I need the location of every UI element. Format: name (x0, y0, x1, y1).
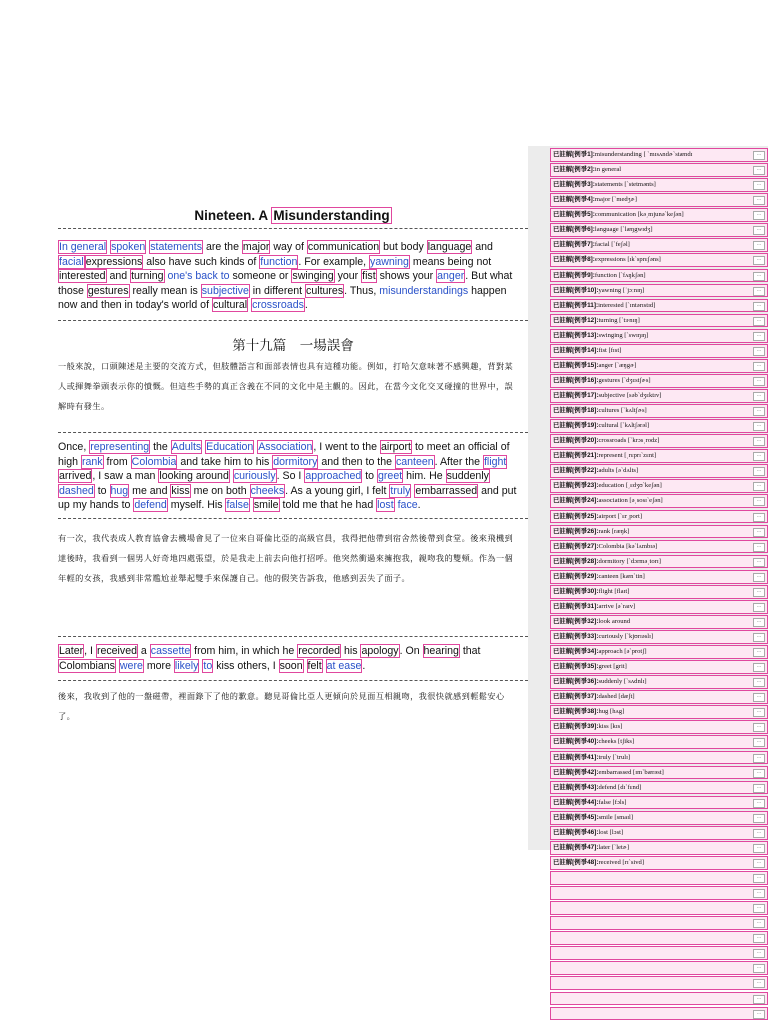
comment-balloon[interactable] (550, 976, 768, 990)
comment-text: look around (598, 617, 631, 625)
comment-tag: 已註解[例爭10]: (553, 286, 599, 294)
divider (58, 432, 528, 433)
comment-tag: 已註解[例爭29]: (553, 572, 599, 580)
expand-comment-button[interactable]: ... (753, 392, 765, 401)
expand-comment-button[interactable]: ... (753, 196, 765, 205)
expand-comment-button[interactable]: ... (753, 814, 765, 823)
comment-balloon[interactable] (550, 751, 768, 765)
comment-balloon[interactable] (550, 540, 768, 554)
comment-text: subjective [səbˋdʒɛktɪv] (598, 392, 662, 399)
annotated-word[interactable]: facial (59, 255, 84, 268)
comment-tag: 已註解[例爭24]: (553, 497, 599, 505)
annotated-word[interactable]: Colombia (131, 455, 177, 468)
comment-balloon[interactable] (550, 359, 768, 373)
comment-tag: 已註解[例爭34]: (553, 648, 599, 656)
expand-comment-button[interactable]: ... (753, 1010, 765, 1019)
comment-balloon[interactable] (550, 871, 768, 885)
annotated-word[interactable]: recorded (298, 645, 341, 657)
comment-tag: 已註解[例爭2]: (553, 166, 595, 174)
annotated-word[interactable]: dashed (59, 484, 94, 497)
expand-comment-button[interactable]: ... (753, 904, 765, 913)
expand-comment-button[interactable]: ... (753, 588, 765, 597)
divider (58, 320, 528, 321)
comment-balloon[interactable] (550, 826, 768, 840)
comment-balloon[interactable] (550, 720, 768, 734)
comment-text: in general (594, 166, 622, 174)
comment-balloon[interactable] (550, 615, 768, 629)
expand-comment-button[interactable]: ... (753, 663, 765, 672)
comment-tag: 已註解[例爭33]: (553, 633, 599, 640)
comment-text: yawning [ˈjɔːnɪŋ] (598, 286, 645, 294)
comment-tag: 已註解[例爭27]: (553, 542, 599, 550)
annotated-word[interactable]: rank (81, 455, 103, 468)
comment-balloon[interactable] (550, 223, 768, 237)
divider (58, 518, 528, 519)
comment-balloon[interactable] (550, 901, 768, 915)
comment-tag: 已註解[例爭41]: (553, 753, 599, 761)
comment-balloon[interactable] (550, 374, 768, 388)
annotated-word[interactable]: representing (90, 441, 150, 453)
annotated-word[interactable]: cultural (212, 299, 248, 312)
comment-tag: 已註解[例爭30]: (553, 587, 599, 595)
comment-text: adults [əˋdʌlts] (598, 467, 639, 475)
expand-comment-button[interactable]: ... (753, 618, 765, 627)
annotated-word[interactable]: Education (206, 441, 254, 453)
comment-tag: 已註解[例爭13]: (553, 331, 599, 339)
expand-comment-button[interactable]: ... (753, 844, 765, 853)
comment-text: statements [ˋstetmənts] (594, 181, 656, 189)
comment-tag: 已註解[例爭35]: (553, 663, 599, 671)
comment-balloon[interactable] (550, 148, 768, 162)
annotated-word[interactable]: kiss (171, 484, 190, 497)
comment-tag: 已註解[例爭46]: (553, 828, 599, 836)
expand-comment-button[interactable]: ... (753, 558, 765, 567)
expand-comment-button[interactable]: ... (753, 287, 765, 296)
annotated-word[interactable]: In general (59, 241, 107, 253)
annotated-word[interactable]: fist (362, 270, 376, 283)
annotated-word[interactable]: greet (378, 470, 403, 483)
comment-balloon[interactable] (550, 329, 768, 343)
comment-tag: 已註解[例爭9]: (553, 271, 595, 279)
comment-tag: 已註解[例爭28]: (553, 557, 599, 565)
annotated-word[interactable]: spoken (111, 241, 146, 253)
expand-comment-button[interactable]: ... (753, 166, 765, 175)
expand-comment-button[interactable]: ... (753, 648, 765, 657)
comment-text: hug [hʌg] (598, 708, 625, 716)
paragraph-1: In general spoken statements are the major way of communication but body language and facial expressions also have such kinds of function. For example, yawning means being not interested and turning one's back to someone or swinging your fist shows your anger. But what those gestures really mean is subjective in different cultures. Thus, misunderstandings happen now and then in today's world of cultural crossroads. (58, 241, 513, 312)
comment-tag: 已註解[例爭5]: (553, 211, 595, 219)
expand-comment-button[interactable]: ... (753, 964, 765, 973)
comment-text: rank [ræŋk] (598, 527, 630, 535)
comment-tag: 已註解[例爭8]: (553, 256, 595, 264)
annotated-word[interactable]: soon (279, 659, 303, 672)
annotated-word[interactable]: likely (174, 659, 199, 672)
comment-tag: 已註解[例爭14]: (553, 346, 599, 354)
annotated-word[interactable]: major (242, 241, 270, 253)
comment-tag: 已註解[例爭48]: (553, 858, 599, 866)
comment-balloon[interactable] (550, 178, 768, 192)
comment-tag: 已註解[例爭25]: (553, 512, 599, 520)
annotated-word[interactable]: yawning (370, 255, 409, 268)
expand-comment-button[interactable]: ... (753, 603, 765, 612)
expand-comment-button[interactable]: ... (753, 497, 765, 506)
expand-comment-button[interactable]: ... (753, 151, 765, 160)
annotated-word[interactable]: were (119, 659, 143, 672)
annotated-word[interactable]: hearing (423, 645, 459, 657)
annotated-word[interactable]: anger (437, 270, 465, 283)
divider (58, 228, 528, 229)
comment-tag: 已註解[例爭15]: (553, 361, 599, 369)
comment-balloon[interactable] (550, 238, 768, 252)
annotated-word[interactable]: arrived (59, 470, 92, 483)
comment-text: major [ˋmedʒɚ] (594, 196, 637, 204)
annotated-word[interactable]: apology (361, 645, 399, 657)
comment-balloon[interactable] (550, 856, 768, 870)
expand-comment-button[interactable]: ... (753, 799, 765, 808)
divider (58, 680, 528, 681)
comment-text: Colombia [kəˋlʌmbɪə] (598, 542, 658, 550)
expand-comment-button[interactable]: ... (753, 181, 765, 190)
comment-balloon[interactable] (550, 208, 768, 222)
comment-text: canteen [kænˋtin] (598, 572, 645, 580)
comment-balloon[interactable] (550, 253, 768, 267)
comment-tag: 已註解[例爭26]: (553, 527, 599, 535)
annotated-word[interactable]: embarrassed (415, 484, 478, 497)
expand-comment-button[interactable]: ... (753, 995, 765, 1004)
comment-text: misunderstanding [ ˋmɪsʌndɚˋstændɪ (594, 151, 693, 158)
annotated-word[interactable]: Association (258, 441, 313, 453)
expand-comment-button[interactable]: ... (753, 573, 765, 582)
comment-tag: 已註解[例爭11]: (553, 301, 599, 309)
comment-text: education [͵ɛdʒʊˋkeʃən] (598, 482, 662, 490)
comment-tag: 已註解[例爭1]: (553, 151, 595, 158)
annotated-word[interactable]: flight (483, 455, 507, 468)
comment-text: suddenly [ˋsʌdnlɪ] (598, 678, 647, 686)
comment-balloon[interactable] (550, 690, 768, 704)
comment-text: curiously [ˋkjʊrɪəslɪ] (598, 633, 654, 640)
comment-tag: 已註解[例爭37]: (553, 693, 599, 701)
annotated-word[interactable]: gestures (87, 284, 129, 297)
expand-comment-button[interactable]: ... (753, 738, 765, 747)
comment-tag: 已註解[例爭22]: (553, 467, 599, 475)
comment-tag: 已註解[例爭44]: (553, 798, 599, 806)
expand-comment-button[interactable]: ... (753, 769, 765, 778)
comment-balloon[interactable] (550, 479, 768, 493)
comment-tag: 已註解[例爭32]: (553, 617, 599, 625)
comment-tag: 已註解[例爭38]: (553, 708, 599, 716)
expand-comment-button[interactable]: ... (753, 754, 765, 763)
expand-comment-button[interactable]: ... (753, 302, 765, 311)
expand-comment-button[interactable]: ... (753, 482, 765, 491)
comment-tag: 已註解[例爭6]: (553, 226, 595, 234)
comment-text: facial [ˋfeʃəl] (594, 241, 630, 249)
annotated-word[interactable]: approached (305, 470, 362, 483)
annotated-word[interactable]: interested (59, 270, 106, 283)
comment-balloon[interactable] (550, 419, 768, 433)
annotated-word[interactable]: airport (380, 441, 411, 453)
comment-tag: 已註解[例爭16]: (553, 376, 599, 384)
annotated-word[interactable]: hug (110, 484, 129, 497)
annotated-word[interactable]: language (427, 241, 472, 253)
expand-comment-button[interactable]: ... (753, 211, 765, 220)
chinese-paragraph-2: 有一次，我代表成人教育協會去機場會見了一位來自哥倫比亞的高級官員，我得把他帶到宿舍然後帶到食堂。後來飛機到達後時，我看到一個男人好奇地四處張望，於是我走上前去向他打招呼。他突然衝過來擁抱我，親吻我的雙頰。作為一個年輕的女孩，我感到非常尷尬並舉起雙手來保護自己。他的假笑告訴我，他感到丟失了面子。 (58, 533, 514, 583)
comment-balloon[interactable] (550, 841, 768, 855)
comment-text: defend [dɪˋfɛnd] (598, 783, 642, 791)
expand-comment-button[interactable]: ... (753, 949, 765, 958)
comment-balloon[interactable] (550, 314, 768, 328)
comment-tag: 已註解[例爭7]: (553, 241, 595, 249)
comment-balloon[interactable] (550, 886, 768, 900)
chinese-paragraph-3: 後來，我收到了他的一盤磁帶，裡面錄下了他的歉意。聽見哥倫比亞人更傾向於見面互相親吻，我很快就感到輕鬆安心了。 (58, 691, 505, 721)
comment-text: greet [grit] (598, 663, 627, 671)
comment-text: cultures [ˋkʌltʃɚs] (598, 407, 647, 415)
expand-comment-button[interactable]: ... (753, 859, 765, 868)
comment-tag: 已註解[例爭47]: (553, 843, 599, 851)
comment-text: gestures [ˋdʒɛstʃɚs] (598, 376, 651, 384)
comment-balloon[interactable] (550, 389, 768, 403)
comment-tag: 已註解[例爭4]: (553, 196, 595, 204)
divider (58, 636, 528, 637)
expand-comment-button[interactable]: ... (753, 437, 765, 446)
expand-comment-button[interactable]: ... (753, 693, 765, 702)
expand-comment-button[interactable]: ... (753, 708, 765, 717)
comment-text: kiss [kɪs] (598, 723, 623, 731)
comment-balloon[interactable] (550, 931, 768, 945)
comment-balloon[interactable] (550, 705, 768, 719)
comment-text: fist [fɪst] (598, 346, 622, 354)
annotated-word[interactable]: looking around (159, 470, 229, 483)
comment-text: function [ˋfʌŋkʃən] (594, 271, 646, 279)
expand-comment-button[interactable]: ... (753, 723, 765, 732)
comment-balloon[interactable] (550, 284, 768, 298)
comment-tag: 已註解[例爭18]: (553, 407, 599, 415)
comment-text: later [ˋletɚ] (598, 843, 630, 851)
comment-tag: 已註解[例爭19]: (553, 422, 599, 430)
annotated-word[interactable]: turning (131, 270, 164, 283)
annotated-word[interactable]: swinging (292, 270, 334, 283)
annotated-word[interactable]: crossroads (252, 299, 304, 312)
comment-tag: 已註解[例爭17]: (553, 392, 599, 399)
expand-comment-button[interactable]: ... (753, 226, 765, 235)
expand-comment-button[interactable]: ... (753, 407, 765, 416)
comment-text: anger [ˋæŋgɚ] (598, 361, 637, 369)
comment-tag: 已註解[例爭45]: (553, 813, 599, 821)
annotated-word[interactable]: received (96, 645, 137, 657)
expand-comment-button[interactable]: ... (753, 874, 765, 883)
comment-balloon[interactable] (550, 992, 768, 1006)
comment-balloon[interactable] (550, 630, 768, 644)
comment-balloon[interactable] (550, 494, 768, 508)
comment-balloon[interactable] (550, 570, 768, 584)
comment-balloon[interactable] (550, 1007, 768, 1021)
annotated-word[interactable]: cultures (306, 284, 344, 297)
comment-balloon[interactable] (550, 811, 768, 825)
comment-text: false [fɔls] (598, 798, 627, 806)
annotated-word[interactable]: smile (253, 499, 279, 512)
comment-tag: 已註解[例爭12]: (553, 316, 599, 324)
expand-comment-button[interactable]: ... (753, 829, 765, 838)
expand-comment-button[interactable]: ... (753, 979, 765, 988)
comment-text: truly [ˋtrulɪ] (598, 753, 631, 761)
comment-balloon[interactable] (550, 735, 768, 749)
comment-text: airport [ˋɛr͵port] (598, 512, 643, 520)
comment-list (550, 148, 768, 1022)
expand-comment-button[interactable]: ... (753, 362, 765, 371)
expand-comment-button[interactable]: ... (753, 317, 765, 326)
expand-comment-button[interactable]: ... (753, 889, 765, 898)
annotated-word[interactable]: lost (377, 499, 394, 512)
comment-balloon[interactable] (550, 675, 768, 689)
comment-tag: 已註解[例爭39]: (553, 723, 599, 731)
comment-text: association [ə͵sosɪˋeʃən] (598, 497, 663, 505)
annotated-word[interactable]: false (226, 499, 249, 512)
annotated-word[interactable]: felt (307, 659, 322, 672)
comment-balloon[interactable] (550, 946, 768, 960)
comment-text: arrive [əˋraɪv] (598, 602, 636, 610)
comment-balloon[interactable] (550, 434, 768, 448)
annotated-word[interactable]: expressions (85, 255, 143, 268)
expand-comment-button[interactable]: ... (753, 919, 765, 928)
expand-comment-button[interactable]: ... (753, 678, 765, 687)
comment-balloon[interactable] (550, 585, 768, 599)
annotated-word[interactable]: dormitory (273, 455, 318, 468)
paragraph-3: Later, I received a cassette from him, in which he recorded his apology. On hearing that Colombians were more likely to kiss others, I soon felt at ease. (59, 645, 481, 672)
annotated-word[interactable]: function (260, 255, 298, 268)
annotated-word[interactable]: subjective (201, 284, 249, 297)
comment-balloon[interactable] (550, 163, 768, 177)
comment-tag: 已註解[例爭20]: (553, 437, 599, 445)
comment-tag: 已註解[例爭3]: (553, 181, 595, 189)
comment-tag: 已註解[例爭31]: (553, 602, 599, 610)
comment-text: smile [smaɪl] (598, 813, 634, 821)
chinese-paragraph-1: 一般來說，口頭陳述是主要的交流方式，但肢體語言和面部表情也具有這種功能。例如，打哈欠意味著不感興趣，背對某人或揮舞拳頭表示你的憤慨。但這些手勢的真正含義在不同的文化中是主觀的。因此，在當今文化交叉碰撞的世界中，誤解時有發生。 (58, 361, 514, 411)
expand-comment-button[interactable]: ... (753, 543, 765, 552)
expand-comment-button[interactable]: ... (753, 272, 765, 281)
expand-comment-button[interactable]: ... (753, 633, 765, 642)
comment-balloon[interactable] (550, 464, 768, 478)
comment-tag: 已註解[例爭42]: (553, 768, 599, 776)
comment-text: cheeks [tʃiks] (598, 738, 635, 746)
annotated-word[interactable]: Adults (171, 441, 202, 453)
comment-text: swinging [ˋswɪŋɪŋ] (598, 331, 649, 339)
comment-text: dashed [dæʃt] (598, 693, 635, 701)
comment-text: represent [͵rɛprɪˋzɛnt] (598, 452, 657, 460)
annotated-word[interactable]: canteen (395, 455, 434, 468)
annotated-word[interactable]: curiously (233, 470, 276, 483)
comment-text: flight [flaɪt] (598, 587, 630, 595)
comment-text: lost [lɔst] (598, 828, 624, 836)
expand-comment-button[interactable]: ... (753, 528, 765, 537)
comment-balloon[interactable] (550, 916, 768, 930)
comment-balloon[interactable] (550, 766, 768, 780)
expand-comment-button[interactable]: ... (753, 422, 765, 431)
comment-tag: 已註解[例爭43]: (553, 783, 599, 791)
comment-text: turning [ˋtɝnɪŋ] (598, 316, 640, 324)
comment-tag: 已註解[例爭36]: (553, 678, 599, 686)
annotated-word[interactable]: statements (150, 241, 203, 253)
comment-balloon[interactable] (550, 510, 768, 524)
annotated-word[interactable]: cheeks (250, 484, 285, 497)
comment-tag: 已註解[例爭23]: (553, 482, 599, 490)
comment-balloon[interactable] (550, 660, 768, 674)
comment-tag: 已註解[例爭21]: (553, 452, 599, 460)
comment-text: dormitory [ˋdɔrmə͵torɪ] (598, 557, 661, 565)
comment-balloon[interactable] (550, 404, 768, 418)
annotated-word[interactable]: truly (390, 484, 411, 497)
expand-comment-button[interactable]: ... (753, 347, 765, 356)
comment-text: received [rɪˋsivd] (598, 858, 645, 866)
annotated-word[interactable]: Later (59, 645, 84, 657)
expand-comment-button[interactable]: ... (753, 377, 765, 386)
comment-balloon[interactable] (550, 555, 768, 569)
annotated-word[interactable]: cassette (150, 645, 191, 657)
comment-text: communication [kə͵mjunəˋkeʃən] (594, 211, 684, 219)
expand-comment-button[interactable]: ... (753, 452, 765, 461)
expand-comment-button[interactable]: ... (753, 332, 765, 341)
expand-comment-button[interactable]: ... (753, 241, 765, 250)
annotated-word[interactable]: Colombians (59, 659, 115, 672)
comment-balloon[interactable] (550, 781, 768, 795)
title-highlight[interactable]: Misunderstanding (273, 208, 390, 223)
comment-balloon[interactable] (550, 269, 768, 283)
paragraph-2: Once, representing the Adults Education Association, I went to the airport to meet an official of high rank from Colombia and take him to his dormitory and then to the canteen. After the flight arrived, I saw a man looking around curiously. So I approached to greet him. He suddenly dashed to hug me and kiss me on both cheeks. As a young girl, I felt truly embarrassed and put up my hands to defend myself. His false smile told me that he had lost face. (58, 441, 517, 512)
comment-balloon[interactable] (550, 961, 768, 975)
annotated-word[interactable]: to (203, 659, 213, 672)
annotated-word[interactable]: communication (307, 241, 380, 253)
comment-balloon[interactable] (550, 449, 768, 463)
expand-comment-button[interactable]: ... (753, 784, 765, 793)
comment-balloon[interactable] (550, 525, 768, 539)
comment-text: crossroads [ˋkrɔs͵rodz] (598, 437, 660, 445)
comment-text: interested [ˋɪntərɪstɪd] (598, 301, 656, 309)
annotated-word[interactable]: at ease (326, 659, 362, 672)
annotated-word[interactable]: suddenly (446, 470, 489, 483)
expand-comment-button[interactable]: ... (753, 513, 765, 522)
comment-text: expressions [ɪkˋsprɛʃəns] (594, 256, 661, 264)
expand-comment-button[interactable]: ... (753, 934, 765, 943)
expand-comment-button[interactable]: ... (753, 467, 765, 476)
comment-text: cultural [ˋkʌltʃərəl] (598, 422, 650, 430)
comment-balloon[interactable] (550, 344, 768, 358)
annotated-word[interactable]: defend (134, 499, 167, 512)
comment-balloon[interactable] (550, 796, 768, 810)
comment-balloon[interactable] (550, 645, 768, 659)
comment-text: embarrassed [ɪmˋbærəst] (598, 768, 664, 776)
comment-text: language [ˋlæŋgwɪdʒ] (594, 226, 653, 234)
page-title: Nineteen. A Misunderstanding (194, 208, 390, 223)
expand-comment-button[interactable]: ... (753, 256, 765, 265)
chinese-title: 第十九篇 一場誤會 (232, 338, 354, 354)
comment-balloon[interactable] (550, 193, 768, 207)
comment-tag: 已註解[例爭40]: (553, 738, 599, 746)
comment-balloon[interactable] (550, 299, 768, 313)
comment-balloon[interactable] (550, 600, 768, 614)
comment-text: approach [əˋprotʃ] (598, 648, 647, 656)
